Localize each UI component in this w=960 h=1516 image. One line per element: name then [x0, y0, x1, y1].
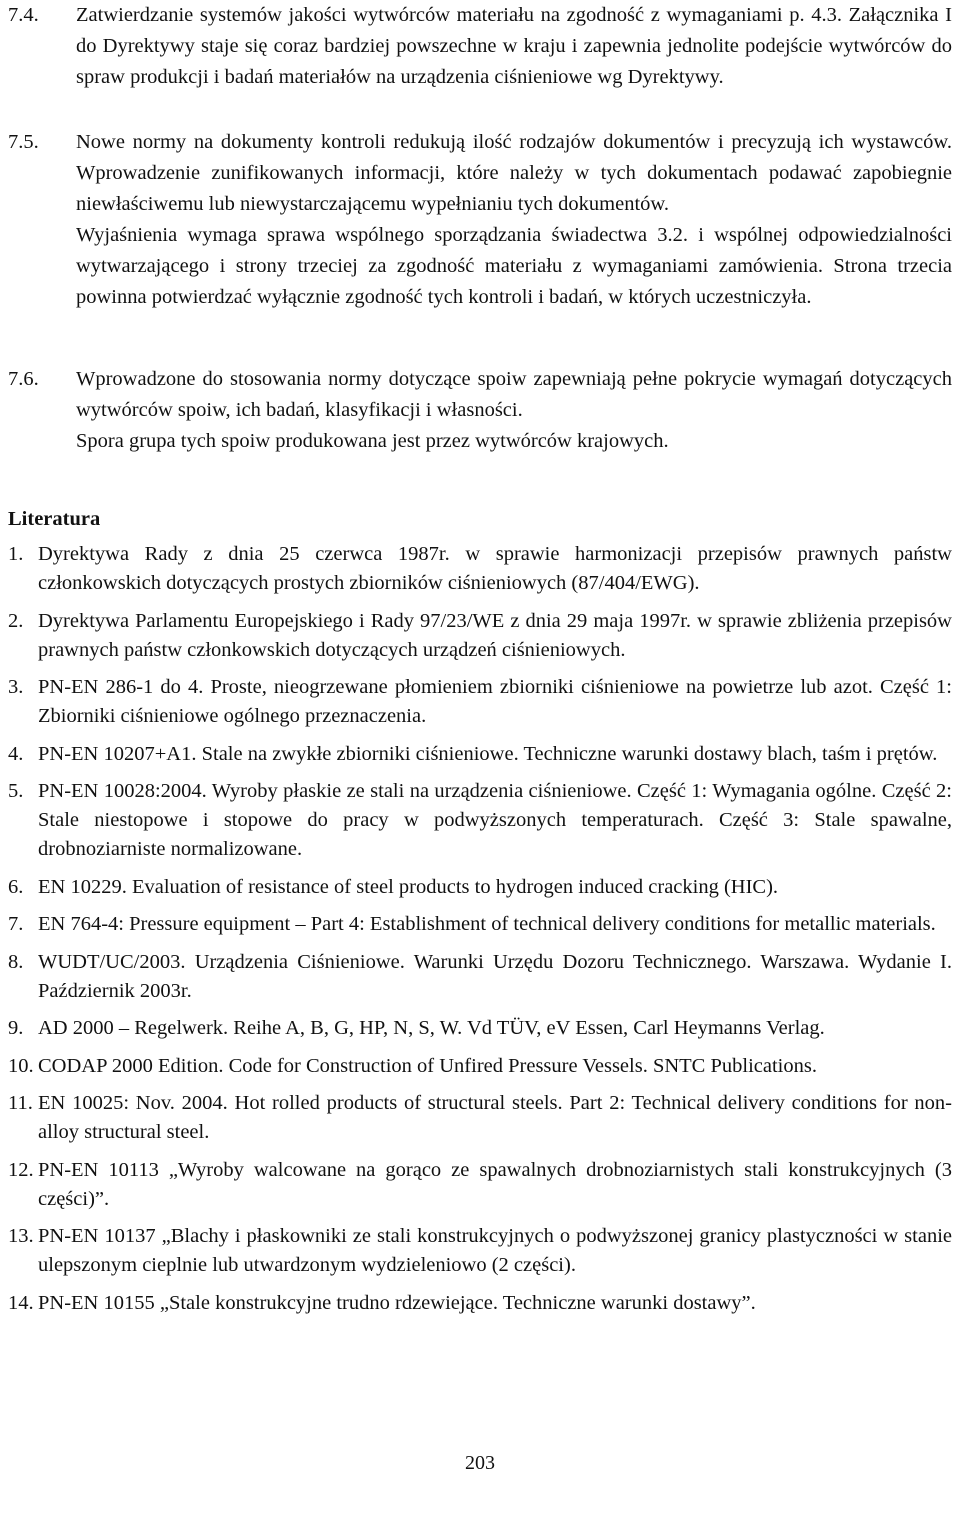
reference-item	[8, 910, 952, 939]
reference-number: 8.	[8, 950, 24, 973]
reference-item	[8, 540, 952, 598]
section-paragraph: Wyjaśnienia wymaga sprawa wspólnego sporządzania świadectwa 3.2. i wspólnej odpowiedzialności wytwarzającego i strony trzeciej za zgodność materiału z wymaganiami zamówienia. Strona trzecia powinna potwierdzać wyłącznie zgodność tych kontroli i badań, w których uczestniczyła.	[76, 224, 952, 308]
reference-item	[8, 1052, 952, 1081]
reference-item	[8, 1014, 952, 1043]
reference-number: 4.	[8, 742, 24, 765]
section-7-4	[8, 0, 952, 93]
reference-text: WUDT/UC/2003. Urządzenia Ciśnieniowe. Warunki Urzędu Dozoru Technicznego. Warszawa. Wydanie I. Październik 2003r.	[38, 950, 952, 1002]
section-paragraph: Zatwierdzanie systemów jakości wytwórców materiału na zgodność z wymaganiami p. 4.3. Załącznika I do Dyrektywy staje się coraz bardziej powszechne w kraju i zapewnia jednolite podejście wytwórców do spraw produkcji i badań materiałów na urządzenia ciśnieniowe wg Dyrektywy.	[76, 4, 952, 88]
section-number: 7.4.	[8, 4, 39, 26]
section-body	[76, 127, 952, 313]
section-number: 7.6.	[8, 368, 39, 390]
reference-item	[8, 1089, 952, 1147]
literature-heading: Literatura	[8, 508, 101, 530]
reference-text: PN-EN 10028:2004. Wyroby płaskie ze stali na urządzenia ciśnieniowe. Część 1: Wymagania ogólne. Część 2: Stale niestopowe i stopowe do pracy w podwyższonych temperaturach. Część 3: Stale spawalne, drobnoziarniste normalizowane.	[38, 780, 952, 860]
reference-text: PN-EN 10155 „Stale konstrukcyjne trudno rdzewiejące. Techniczne warunki dostawy”.	[38, 1291, 756, 1314]
reference-item	[8, 673, 952, 731]
section-paragraph: Wprowadzone do stosowania normy dotyczące spoiw zapewniają pełne pokrycie wymagań dotyczących wytwórców spoiw, ich badań, klasyfikacji i własności.	[76, 368, 952, 421]
reference-number: 11.	[8, 1092, 33, 1114]
reference-number: 12.	[8, 1158, 34, 1181]
reference-text: AD 2000 – Regelwerk. Reihe A, B, G, HP, N, S, W. Vd TÜV, eV Essen, Carl Heymanns Verlag.	[38, 1017, 825, 1039]
reference-text: CODAP 2000 Edition. Code for Construction of Unfired Pressure Vessels. SNTC Publications.	[38, 1054, 817, 1077]
section-7-6	[8, 364, 952, 457]
reference-number: 2.	[8, 609, 24, 632]
reference-text: PN-EN 286-1 do 4. Proste, nieogrzewane płomieniem zbiorniki ciśnieniowe na powietrze lub azot. Część 1: Zbiorniki ciśnieniowe ogólnego przeznaczenia.	[38, 676, 952, 727]
page-number: 203	[465, 1452, 495, 1474]
reference-number: 7.	[8, 913, 24, 935]
reference-item	[8, 1289, 952, 1318]
reference-text: EN 10229. Evaluation of resistance of steel products to hydrogen induced cracking (HIC).	[38, 875, 779, 898]
section-paragraph: Spora grupa tych spoiw produkowana jest przez wytwórców krajowych.	[76, 430, 669, 452]
reference-text: PN-EN 10207+A1. Stale na zwykłe zbiorniki ciśnieniowe. Techniczne warunki dostawy blach, taśm i prętów.	[38, 742, 938, 765]
reference-text: EN 10025: Nov. 2004. Hot rolled products of structural steels. Part 2: Technical delivery conditions for non-alloy structural steel.	[38, 1092, 952, 1143]
reference-text: EN 764-4: Pressure equipment – Part 4: Establishment of technical delivery conditions for metallic materials.	[38, 913, 936, 935]
reference-item	[8, 607, 952, 665]
reference-number: 6.	[8, 875, 24, 898]
reference-item	[8, 740, 952, 769]
reference-number: 10.	[8, 1054, 34, 1077]
reference-text: PN-EN 10113 „Wyroby walcowane na gorąco ze spawalnych drobnoziarnistych stali konstrukcyjnych (3 części)”.	[38, 1158, 952, 1210]
reference-number: 14.	[8, 1291, 34, 1314]
reference-number: 1.	[8, 543, 24, 565]
reference-text: Dyrektywa Parlamentu Europejskiego i Rady 97/23/WE z dnia 29 maja 1997r. w sprawie zbliżenia przepisów prawnych państw członkowskich dotyczących urządzeń ciśnieniowych.	[38, 609, 952, 661]
reference-number: 5.	[8, 780, 24, 802]
reference-text: Dyrektywa Rady z dnia 25 czerwca 1987r. w sprawie harmonizacji przepisów prawnych państw członkowskich dotyczących prostych zbiorników ciśnieniowych (87/404/EWG).	[38, 543, 952, 594]
reference-item	[8, 777, 952, 864]
reference-item	[8, 948, 952, 1006]
reference-number: 13.	[8, 1225, 34, 1247]
reference-number: 9.	[8, 1017, 24, 1039]
reference-item	[8, 1222, 952, 1280]
section-body	[76, 0, 952, 93]
reference-list	[8, 540, 952, 1326]
section-paragraph: Nowe normy na dokumenty kontroli redukują ilość rodzajów dokumentów i precyzują ich wystawców. Wprowadzenie zunifikowanych informacji, które należy w tych dokumentach podawać zapobiegnie niewłaściwemu lub niewystarczającemu wypełnianiu tych dokumentów.	[76, 131, 952, 215]
reference-item	[8, 1156, 952, 1214]
section-number: 7.5.	[8, 131, 39, 153]
reference-item	[8, 873, 952, 902]
section-body	[76, 364, 952, 457]
section-7-5	[8, 127, 952, 313]
reference-number: 3.	[8, 676, 24, 698]
reference-text: PN-EN 10137 „Blachy i płaskowniki ze stali konstrukcyjnych o podwyższonej granicy plastyczności w stanie ulepszonym cieplnie lub utwardzonym wydzieleniowo (2 części).	[38, 1225, 952, 1276]
